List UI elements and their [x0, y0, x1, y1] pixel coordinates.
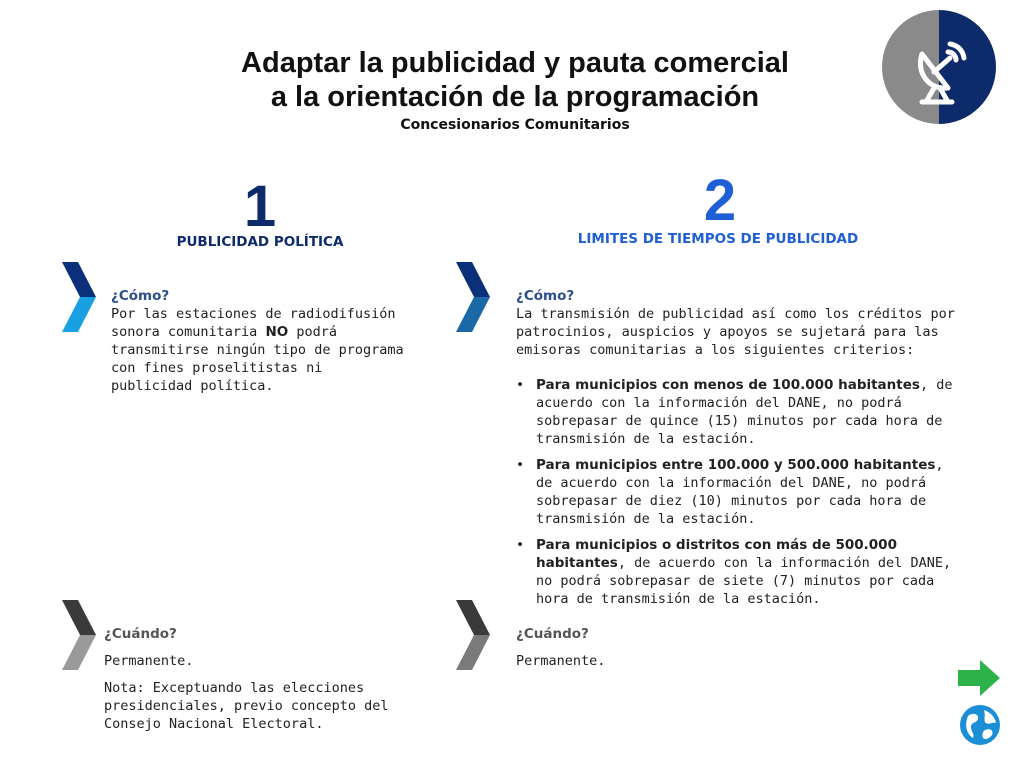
cuando-text-1: Permanente. [104, 653, 194, 669]
cuando-text-2: Permanente. [516, 653, 606, 669]
bullet-rest: , de acuerdo con la información del DANE, no podrá sobrepasar de siete (7) minutos por cada hora de transmisión de la estación. [536, 555, 952, 607]
cuando-block-2 [516, 625, 816, 670]
title-line-2: a la orientación de la programación [270, 81, 760, 113]
list-item [516, 456, 956, 528]
como-label-2: ¿Cómo? [516, 288, 575, 304]
bullet-bold: Para municipios con menos de 100.000 habitantes [536, 377, 920, 393]
como-block-1 [111, 287, 411, 395]
satellite-dish-icon [882, 10, 996, 124]
section-number-2: 2 [703, 168, 737, 233]
cuando-label-1: ¿Cuándo? [104, 626, 177, 642]
globe-icon[interactable] [959, 704, 1001, 746]
criteria-list [516, 376, 956, 608]
section-heading-1: PUBLICIDAD POLÍTICA [176, 234, 344, 250]
como-text-1-pre: Por las estaciones de radiodifusión sonora comunitaria [111, 306, 396, 340]
chevron-icon [456, 600, 490, 670]
list-item [516, 536, 956, 608]
green-arrow-right-icon[interactable] [958, 660, 1000, 696]
section-number-1: 1 [243, 174, 277, 239]
bullet-bold: Para municipios o distritos con más de 500.000 habitantes [536, 537, 897, 571]
title-line-1: Adaptar la publicidad y pauta comercial [241, 47, 789, 79]
como-text-1-post: podrá transmitirse ningún tipo de programa con fines proselitistas ni publicidad política. [111, 324, 404, 394]
como-text-2: La transmisión de publicidad así como los créditos por patrocinios, auspicios y apoyos se sujetará para las emisoras comunitarias a los siguientes criterios: [516, 306, 955, 358]
nota-text-1: Nota: Exceptuando las elecciones presidenciales, previo concepto del Consejo Nacional Electoral. [104, 680, 389, 732]
section-heading-2: LIMITES DE TIEMPOS DE PUBLICIDAD [577, 231, 859, 247]
cuando-label-2: ¿Cuándo? [516, 626, 589, 642]
chevron-icon [456, 262, 490, 332]
bullet-rest: , de acuerdo con la información del DANE, no podrá sobrepasar de diez (10) minutos por cada hora de transmisión de la estación. [536, 457, 944, 527]
list-item [516, 376, 956, 448]
page-subtitle: Concesionarios Comunitarios [400, 117, 630, 133]
como-text-1 [111, 305, 411, 395]
cuando-block-1 [104, 625, 404, 733]
como-block-2 [516, 287, 956, 616]
bullet-rest: , de acuerdo con la información del DANE, no podrá sobrepasar de quince (15) minutos por cada hora de transmisión de la estación. [536, 377, 953, 447]
chevron-icon [62, 262, 96, 332]
chevron-icon [62, 600, 96, 670]
page-title [150, 46, 880, 114]
como-label-1: ¿Cómo? [111, 288, 170, 304]
bullet-bold: Para municipios entre 100.000 y 500.000 habitantes [536, 457, 936, 473]
como-text-1-bold: NO [265, 324, 289, 340]
